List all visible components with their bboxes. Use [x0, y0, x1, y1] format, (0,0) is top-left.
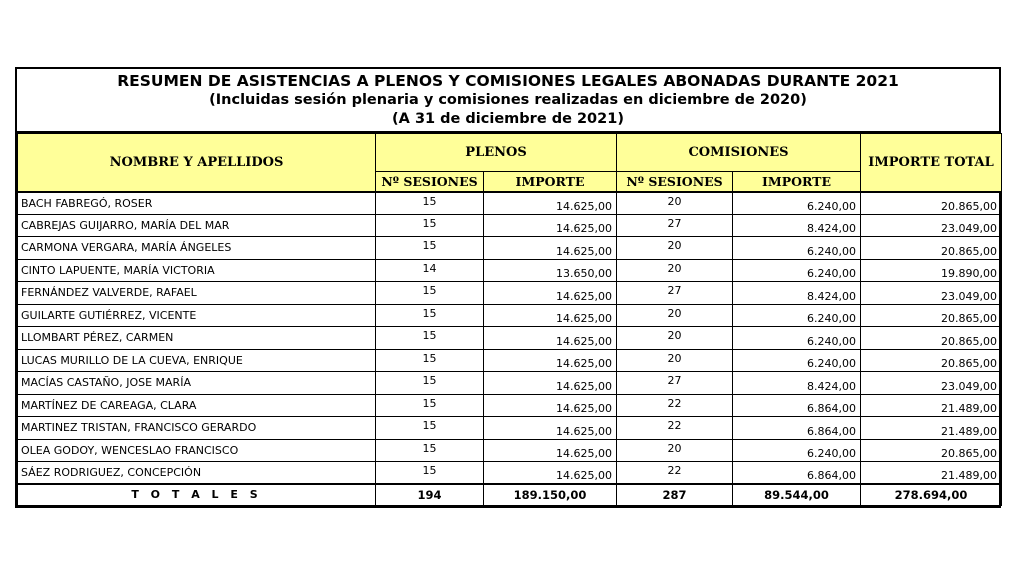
- cell-plenos-sesiones: 15: [376, 349, 484, 372]
- cell-comisiones-importe: 8.424,00: [733, 372, 861, 395]
- cell-plenos-importe: 14.625,00: [484, 214, 617, 237]
- totals-comisiones-sesiones: 287: [617, 484, 733, 505]
- cell-plenos-sesiones: 15: [376, 304, 484, 327]
- header-plenos: PLENOS: [376, 134, 617, 172]
- cell-plenos-importe: 14.625,00: [484, 372, 617, 395]
- cell-name: CARMONA VERGARA, MARÍA ÁNGELES: [18, 237, 376, 260]
- table-row: [18, 327, 1002, 350]
- cell-name: CABREJAS GUIJARRO, MARÍA DEL MAR: [18, 214, 376, 237]
- cell-comisiones-importe: 8.424,00: [733, 282, 861, 305]
- cell-comisiones-sesiones: 22: [617, 394, 733, 417]
- cell-importe-total: 19.890,00: [861, 259, 1002, 282]
- cell-plenos-sesiones: 14: [376, 259, 484, 282]
- totals-label: T O T A L E S: [18, 484, 376, 505]
- cell-name: MARTINEZ TRISTAN, FRANCISCO GERARDO: [18, 417, 376, 440]
- cell-plenos-sesiones: 15: [376, 417, 484, 440]
- header-comisiones-sesiones: Nº SESIONES: [617, 172, 733, 192]
- cell-plenos-sesiones: 15: [376, 394, 484, 417]
- cell-comisiones-sesiones: 27: [617, 372, 733, 395]
- table-row: [18, 417, 1002, 440]
- cell-importe-total: 21.489,00: [861, 394, 1002, 417]
- cell-plenos-sesiones: 15: [376, 372, 484, 395]
- cell-plenos-sesiones: 15: [376, 282, 484, 305]
- cell-comisiones-importe: 6.864,00: [733, 417, 861, 440]
- cell-name: LUCAS MURILLO DE LA CUEVA, ENRIQUE: [18, 349, 376, 372]
- table-row: [18, 259, 1002, 282]
- totals-importe-total: 278.694,00: [861, 484, 1002, 505]
- cell-importe-total: 21.489,00: [861, 462, 1002, 485]
- totals-plenos-sesiones: 194: [376, 484, 484, 505]
- table-row: [18, 439, 1002, 462]
- cell-comisiones-importe: 6.240,00: [733, 259, 861, 282]
- cell-comisiones-importe: 6.864,00: [733, 462, 861, 485]
- header-importe-total: IMPORTE TOTAL: [861, 134, 1002, 192]
- cell-plenos-importe: 14.625,00: [484, 349, 617, 372]
- cell-importe-total: 20.865,00: [861, 192, 1002, 215]
- cell-plenos-importe: 14.625,00: [484, 304, 617, 327]
- cell-plenos-importe: 14.625,00: [484, 327, 617, 350]
- cell-comisiones-sesiones: 22: [617, 462, 733, 485]
- cell-comisiones-importe: 6.240,00: [733, 237, 861, 260]
- cell-plenos-importe: 14.625,00: [484, 237, 617, 260]
- cell-plenos-sesiones: 15: [376, 439, 484, 462]
- totals-row: [18, 484, 1002, 505]
- cell-importe-total: 21.489,00: [861, 417, 1002, 440]
- cell-plenos-importe: 14.625,00: [484, 439, 617, 462]
- cell-plenos-sesiones: 15: [376, 327, 484, 350]
- cell-comisiones-importe: 6.240,00: [733, 327, 861, 350]
- cell-comisiones-sesiones: 27: [617, 282, 733, 305]
- cell-name: CINTO LAPUENTE, MARÍA VICTORIA: [18, 259, 376, 282]
- cell-comisiones-importe: 8.424,00: [733, 214, 861, 237]
- cell-name: MACÍAS CASTAÑO, JOSE MARÍA: [18, 372, 376, 395]
- cell-plenos-importe: 14.625,00: [484, 394, 617, 417]
- cell-comisiones-sesiones: 20: [617, 439, 733, 462]
- document-subtitle: (Incluidas sesión plenaria y comisiones realizadas en diciembre de 2020): [209, 92, 807, 108]
- cell-plenos-importe: 14.625,00: [484, 462, 617, 485]
- header-comisiones: COMISIONES: [617, 134, 861, 172]
- cell-comisiones-sesiones: 27: [617, 214, 733, 237]
- cell-comisiones-importe: 6.240,00: [733, 304, 861, 327]
- document-title: RESUMEN DE ASISTENCIAS A PLENOS Y COMISIONES LEGALES ABONADAS DURANTE 2021: [117, 72, 899, 90]
- table-row: [18, 394, 1002, 417]
- cell-importe-total: 20.865,00: [861, 439, 1002, 462]
- cell-importe-total: 23.049,00: [861, 372, 1002, 395]
- cell-comisiones-sesiones: 20: [617, 192, 733, 215]
- cell-comisiones-sesiones: 20: [617, 237, 733, 260]
- table-row: [18, 192, 1002, 215]
- cell-plenos-importe: 13.650,00: [484, 259, 617, 282]
- cell-plenos-importe: 14.625,00: [484, 417, 617, 440]
- cell-importe-total: 20.865,00: [861, 349, 1002, 372]
- cell-importe-total: 23.049,00: [861, 214, 1002, 237]
- table-row: [18, 462, 1002, 485]
- cell-importe-total: 20.865,00: [861, 327, 1002, 350]
- cell-comisiones-importe: 6.240,00: [733, 349, 861, 372]
- cell-name: LLOMBART PÉREZ, CARMEN: [18, 327, 376, 350]
- header-plenos-sesiones: Nº SESIONES: [376, 172, 484, 192]
- attendance-table: [17, 133, 1002, 506]
- document-date: (A 31 de diciembre de 2021): [392, 111, 624, 127]
- totals-comisiones-importe: 89.544,00: [733, 484, 861, 505]
- title-block: [17, 69, 999, 133]
- table-row: [18, 214, 1002, 237]
- header-comisiones-importe: IMPORTE: [733, 172, 861, 192]
- table-row: [18, 349, 1002, 372]
- cell-comisiones-importe: 6.864,00: [733, 394, 861, 417]
- header-name: NOMBRE Y APELLIDOS: [18, 134, 376, 192]
- cell-plenos-sesiones: 15: [376, 462, 484, 485]
- header-plenos-importe: IMPORTE: [484, 172, 617, 192]
- cell-comisiones-importe: 6.240,00: [733, 192, 861, 215]
- cell-comisiones-sesiones: 20: [617, 327, 733, 350]
- cell-importe-total: 20.865,00: [861, 304, 1002, 327]
- cell-name: GUILARTE GUTIÉRREZ, VICENTE: [18, 304, 376, 327]
- cell-name: BACH FABREGÓ, ROSER: [18, 192, 376, 215]
- cell-comisiones-sesiones: 20: [617, 349, 733, 372]
- table-body: [18, 192, 1002, 485]
- cell-comisiones-sesiones: 20: [617, 259, 733, 282]
- cell-name: SÁEZ RODRIGUEZ, CONCEPCIÓN: [18, 462, 376, 485]
- table-row: [18, 304, 1002, 327]
- cell-importe-total: 23.049,00: [861, 282, 1002, 305]
- cell-importe-total: 20.865,00: [861, 237, 1002, 260]
- cell-plenos-sesiones: 15: [376, 237, 484, 260]
- table-row: [18, 372, 1002, 395]
- cell-plenos-sesiones: 15: [376, 214, 484, 237]
- cell-comisiones-importe: 6.240,00: [733, 439, 861, 462]
- table-row: [18, 282, 1002, 305]
- cell-name: FERNÁNDEZ VALVERDE, RAFAEL: [18, 282, 376, 305]
- cell-plenos-sesiones: 15: [376, 192, 484, 215]
- cell-comisiones-sesiones: 20: [617, 304, 733, 327]
- cell-plenos-importe: 14.625,00: [484, 192, 617, 215]
- cell-plenos-importe: 14.625,00: [484, 282, 617, 305]
- table-row: [18, 237, 1002, 260]
- attendance-summary-sheet: [15, 67, 1001, 508]
- totals-plenos-importe: 189.150,00: [484, 484, 617, 505]
- cell-comisiones-sesiones: 22: [617, 417, 733, 440]
- cell-name: OLEA GODOY, WENCESLAO FRANCISCO: [18, 439, 376, 462]
- cell-name: MARTÍNEZ DE CAREAGA, CLARA: [18, 394, 376, 417]
